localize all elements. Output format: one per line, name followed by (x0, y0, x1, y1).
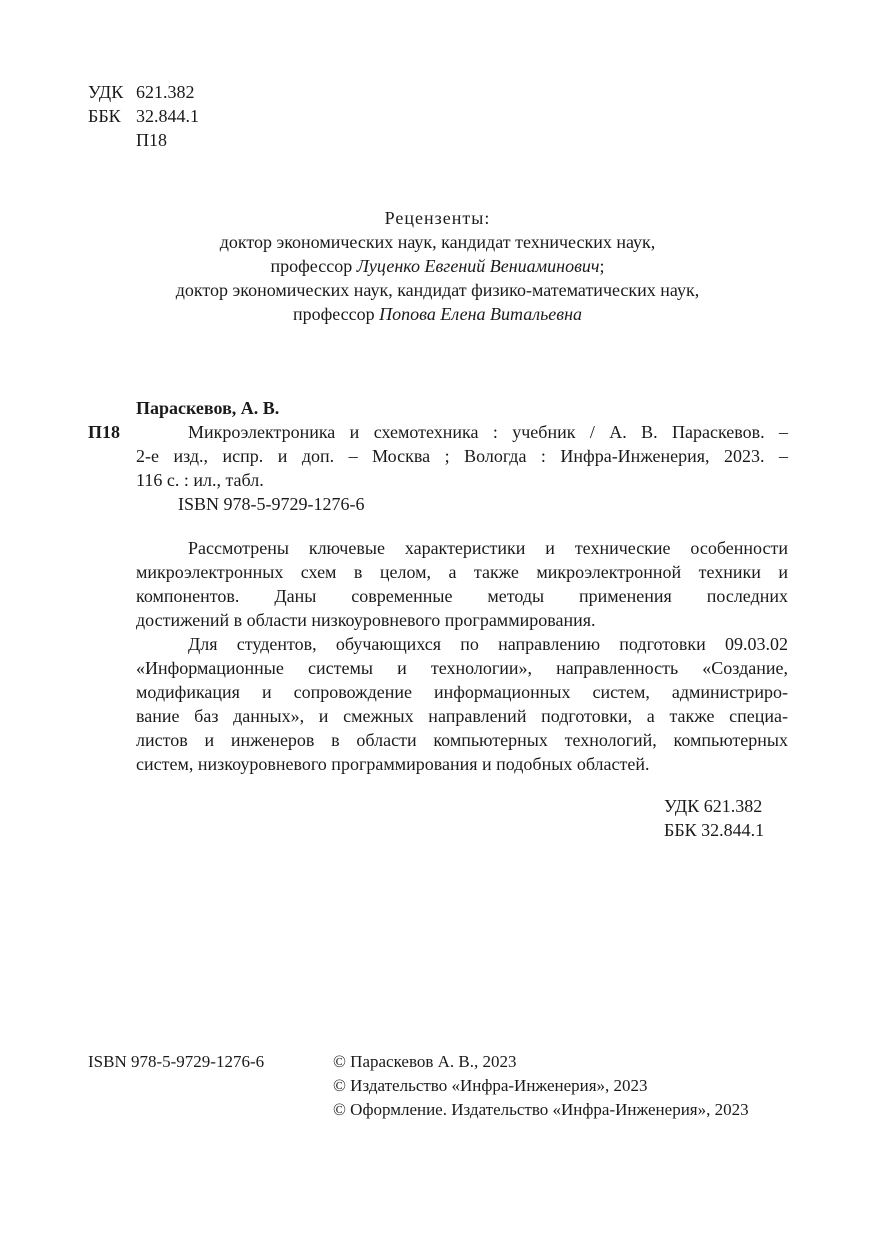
annotation (136, 536, 788, 776)
classification-footer (664, 794, 764, 842)
reviewer-2-degree: доктор экономических наук, кандидат физико-математических наук, (175, 280, 700, 300)
reviewer-1-name: Луценко Евгений Вениаминович (356, 256, 600, 276)
udk-row (88, 80, 199, 104)
bbk-value: 32.844.1 (136, 106, 199, 126)
annotation-p1-line-2: микроэлектронных схем в целом, а также микроэлектронной техники и (136, 562, 788, 582)
annotation-p2-line-1: Для студентов, обучающихся по направлению подготовки 09.03.02 (188, 634, 788, 654)
annotation-p2-line-2: «Информационные системы и технологии», направленность «Создание, (136, 658, 788, 678)
annotation-p2-line-4: вание баз данных», и смежных направлений подготовки, а также специа- (136, 706, 788, 726)
annotation-p2-line-3: модификация и сопровождение информационных систем, администриро- (136, 682, 788, 702)
reviewer-2-name: Попова Елена Витальевна (379, 304, 583, 324)
biblio-line-3: 116 с. : ил., табл. (136, 470, 264, 490)
bibliographic-description (136, 420, 788, 516)
udk-bottom: УДК 621.382 (664, 796, 763, 816)
bbk-bottom: ББК 32.844.1 (664, 820, 765, 840)
copyright-block (333, 1050, 749, 1122)
reviewer-1-role: профессор (270, 256, 353, 276)
reviewers-title: Рецензенты: (384, 208, 491, 228)
annotation-p2-line-6: систем, низкоуровневого программирования и подобных областей. (136, 754, 650, 774)
reviewer-1-degree: доктор экономических наук, кандидат технических наук, (219, 232, 656, 252)
reviewers-block (0, 206, 875, 326)
bbk-row (88, 104, 199, 128)
udk-value: 621.382 (136, 82, 195, 102)
author-mark-row (88, 128, 199, 152)
bbk-label: ББК (88, 106, 121, 126)
author-mark: П18 (136, 130, 167, 150)
annotation-p1-line-3: компонентов. Даны современные методы применения последних (136, 586, 788, 606)
copyright-publisher: © Издательство «Инфра-Инженерия», 2023 (333, 1076, 648, 1095)
biblio-line-1: Микроэлектроника и схемотехника : учебник / А. В. Параскевов. – (188, 422, 788, 442)
reviewer-1-line (0, 254, 875, 278)
classification-header (88, 80, 199, 152)
author-code: П18 (88, 422, 121, 442)
author-heading: Параскевов, А. В. (136, 398, 280, 418)
reviewer-1-tail: ; (599, 256, 605, 276)
copyright-author: © Параскевов А. В., 2023 (333, 1052, 517, 1071)
copyright-design: © Оформление. Издательство «Инфра-Инженерия», 2023 (333, 1100, 749, 1119)
reviewer-2-role: профессор (292, 304, 375, 324)
biblio-isbn: ISBN 978-5-9729-1276-6 (178, 494, 365, 514)
annotation-p2-line-5: листов и инженеров в области компьютерных технологий, компьютерных (136, 730, 788, 750)
udk-label: УДК (88, 82, 124, 102)
footer-isbn: ISBN 978-5-9729-1276-6 (88, 1052, 265, 1071)
biblio-line-2: 2-е изд., испр. и доп. – Москва ; Вологда : Инфра-Инженерия, 2023. – (136, 446, 788, 466)
reviewer-2-line (0, 302, 875, 326)
annotation-p1-line-4: достижений в области низкоуровневого программирования. (136, 610, 596, 630)
annotation-p1-line-1: Рассмотрены ключевые характеристики и технические особенности (188, 538, 788, 558)
